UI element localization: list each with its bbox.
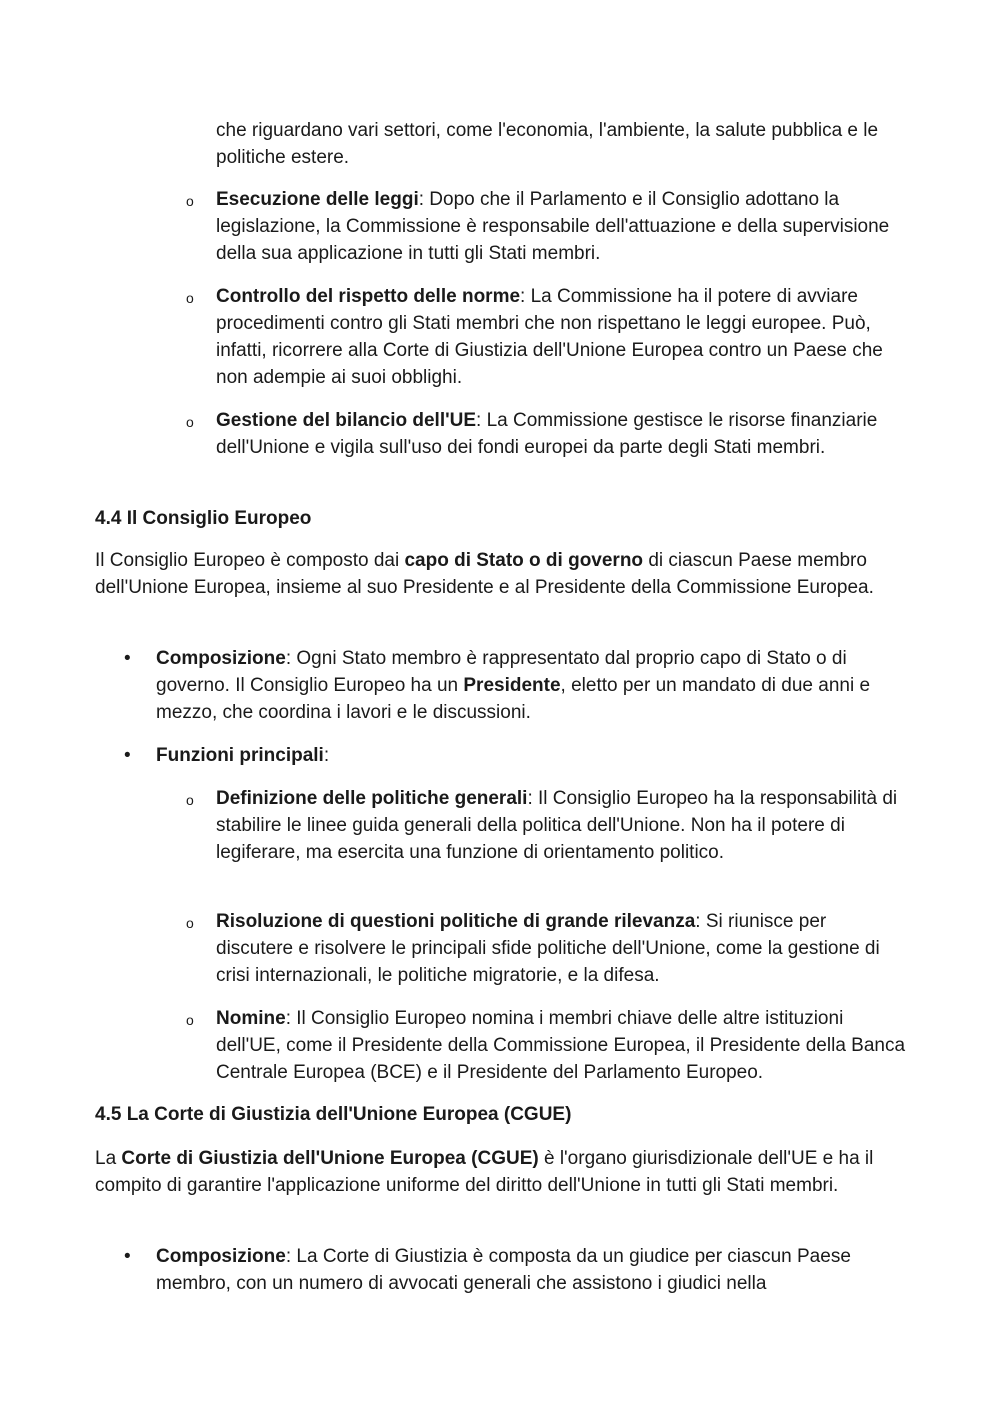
item-title: Definizione delle politiche generali: [216, 788, 528, 809]
item-title: Gestione del bilancio dell'UE: [216, 410, 477, 431]
bullet: •: [124, 745, 131, 766]
sub-bullet: o: [186, 193, 194, 209]
section-heading-4-5: 4.5 La Corte di Giustizia dell'Unione Europea (CGUE): [95, 1104, 572, 1125]
text: Il Consiglio Europeo è composto dai: [95, 550, 405, 571]
list-item-composizione: [156, 645, 906, 726]
list-item-composizione-cgue: [156, 1243, 906, 1297]
item-title: Nomine: [216, 1008, 286, 1029]
section-4-5-intro: [95, 1145, 905, 1199]
section-heading-4-4: 4.4 Il Consiglio Europeo: [95, 508, 312, 529]
item-text: : Si riunisce per discutere e risolvere le principali sfide politiche dell'Unione, come la gestione di crisi internazionali, le politiche migratorie, e la difesa.: [216, 911, 880, 986]
bold-text: capo di Stato o di governo: [404, 550, 644, 571]
item-title: Esecuzione delle leggi: [216, 189, 419, 210]
list-item-controllo: [216, 283, 906, 391]
item-title: Risoluzione di questioni politiche di grande rilevanza: [216, 911, 696, 932]
item-text: : La Corte di Giustizia è composta da un giudice per ciascun Paese membro, con un numero di avvocati generali che assistono i giudici nella: [156, 1246, 851, 1294]
bullet: •: [124, 1246, 131, 1267]
sub-bullet: o: [186, 915, 194, 931]
sub-bullet: o: [186, 1012, 194, 1028]
item-text: : Dopo che il Parlamento e il Consiglio adottano la legislazione, la Commissione è responsabile dell'attuazione e della supervisione della sua applicazione in tutti gli Stati membri.: [216, 189, 890, 264]
section-4-4-intro: [95, 547, 905, 601]
item-text: : La Commissione ha il potere di avviare procedimenti contro gli Stati membri che non rispettano le leggi europee. Può, infatti, ricorrere alla Corte di Giustizia dell'Unione Europea contro un Paese che non adempie ai suoi obblighi.: [216, 286, 883, 388]
item-title: Controllo del rispetto delle norme: [216, 286, 521, 307]
sub-bullet: o: [186, 414, 194, 430]
item-text: , eletto per un mandato di due anni e mezzo, che coordina i lavori e le discussioni.: [156, 675, 871, 723]
commission-intro-tail: [216, 117, 906, 171]
item-text: :: [323, 745, 330, 766]
list-item-definizione: [216, 785, 906, 866]
item-title: Composizione: [156, 648, 286, 669]
list-item-bilancio: [216, 407, 906, 461]
item-text: : Ogni Stato membro è rappresentato dal proprio capo di Stato o di governo. Il Consiglio Europeo ha un: [156, 648, 847, 696]
list-item-risoluzione: [216, 908, 906, 989]
text: La: [95, 1148, 122, 1169]
item-title: Funzioni principali: [156, 745, 324, 766]
item-text: : Il Consiglio Europeo ha la responsabilità di stabilire le linee guida generali della politica dell'Unione. Non ha il potere di legiferare, ma esercita una funzione di orientamento politico.: [216, 788, 898, 863]
paragraph-text: che riguardano vari settori, come l'economia, l'ambiente, la salute pubblica e le politiche estere.: [216, 120, 879, 168]
list-item-nomine: [216, 1005, 906, 1086]
text: è l'organo giurisdizionale dell'UE e ha il compito di garantire l'applicazione uniforme del diritto dell'Unione in tutti gli Stati membri.: [95, 1148, 874, 1196]
sub-bullet: o: [186, 290, 194, 306]
sub-bullet: o: [186, 792, 194, 808]
bold-text: Presidente: [463, 675, 561, 696]
bold-text: Corte di Giustizia dell'Unione Europea (CGUE): [121, 1148, 539, 1169]
item-title: Composizione: [156, 1246, 286, 1267]
bullet: •: [124, 648, 131, 669]
item-text: : La Commissione gestisce le risorse finanziarie dell'Unione e vigila sull'uso dei fondi europei da parte degli Stati membri.: [216, 410, 878, 458]
text: di ciascun Paese membro dell'Unione Europea, insieme al suo Presidente e al Presidente della Commissione Europea.: [95, 550, 874, 598]
list-item-esecuzione: [216, 186, 906, 267]
list-item-funzioni: [156, 742, 906, 769]
item-text: : Il Consiglio Europeo nomina i membri chiave delle altre istituzioni dell'UE, come il Presidente della Commissione Europea, il Presidente della Banca Centrale Europea (BCE) e il Presidente del Parlamento Europeo.: [216, 1008, 906, 1083]
